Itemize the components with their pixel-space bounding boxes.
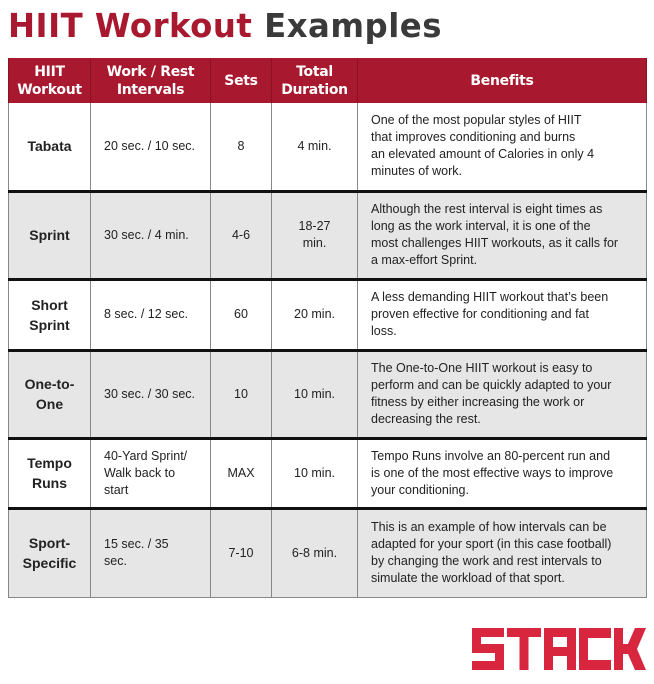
header-benefits: Benefits [358,58,647,103]
intervals-cell: 8 sec. / 12 sec. [91,279,211,350]
duration-cell: 6-8 min. [272,508,358,597]
hiit-workout-table [8,58,647,598]
benefits-cell: The One-to-One HIIT workout is easy to perform and can be quickly adapted to your fitness by either increasing the work or decreasing the rest. [358,350,647,438]
sets-cell: 4-6 [211,191,272,279]
duration-cell: 10 min. [272,350,358,438]
duration-cell: 18-27 min. [272,191,358,279]
title-rest: Examples [264,6,442,45]
duration-cell: 10 min. [272,438,358,508]
intervals-cell: 40-Yard Sprint/ Walk back to start [91,438,211,508]
intervals-cell: 30 sec. / 4 min. [91,191,211,279]
header-work-rest-intervals: Work / Rest Intervals [91,58,211,103]
header-hiit-workout: HIIT Workout [9,58,91,103]
benefits-cell: Although the rest interval is eight times as long as the work interval, it is one of the most challenges HIIT workouts, as it calls for a max-effort Sprint. [358,191,647,279]
table-row [9,438,647,508]
intervals-cell: 30 sec. / 30 sec. [91,350,211,438]
stack-logo [472,628,646,670]
table-row [9,103,647,191]
header-total-duration: Total Duration [272,58,358,103]
benefits-cell: Tempo Runs involve an 80-percent run and is one of the most effective ways to improve your conditioning. [358,438,647,508]
header-sets: Sets [211,58,272,103]
sets-cell: 8 [211,103,272,191]
workout-name-cell: Sport- Specific [9,508,91,597]
title-highlight: HIIT Workout [8,6,253,45]
workout-name-cell: Short Sprint [9,279,91,350]
duration-cell: 4 min. [272,103,358,191]
table-row [9,350,647,438]
intervals-cell: 15 sec. / 35 sec. [91,508,211,597]
benefits-cell: This is an example of how intervals can be adapted for your sport (in this case football) by changing the work and rest intervals to simulate the workload of that sport. [358,508,647,597]
workout-name-cell: Tempo Runs [9,438,91,508]
benefits-cell: A less demanding HIIT workout that’s been proven effective for conditioning and fat loss. [358,279,647,350]
sets-cell: 10 [211,350,272,438]
table-header-row [9,58,647,103]
table-row [9,508,647,597]
workout-name-cell: Sprint [9,191,91,279]
page-title [8,6,442,46]
benefits-cell: One of the most popular styles of HIIT that improves conditioning and burns an elevated amount of Calories in only 4 minutes of work. [358,103,647,191]
workout-name-cell: One-to- One [9,350,91,438]
sets-cell: 60 [211,279,272,350]
sets-cell: 7-10 [211,508,272,597]
sets-cell: MAX [211,438,272,508]
table-row [9,279,647,350]
intervals-cell: 20 sec. / 10 sec. [91,103,211,191]
table-row [9,191,647,279]
duration-cell: 20 min. [272,279,358,350]
workout-name-cell: Tabata [9,103,91,191]
